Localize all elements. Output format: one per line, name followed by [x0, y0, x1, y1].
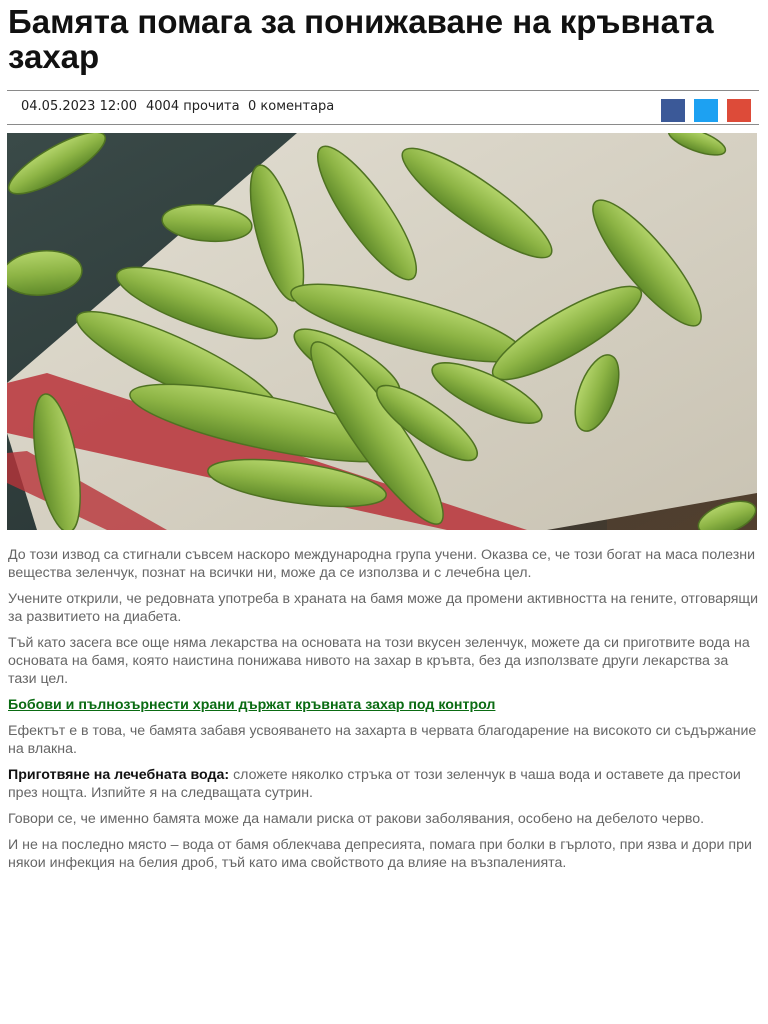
- article-body: [8, 546, 760, 880]
- recipe-label: Приготвяне на лечебната вода:: [8, 767, 230, 783]
- publish-date: 04.05.2023 12:00: [21, 99, 138, 114]
- article-meta-bar: [7, 90, 759, 125]
- paragraph: Учените открили, че редовната употреба в храната на бамя може да промени активността на гените, отговарящи за развитието на диабета.: [8, 591, 759, 625]
- hero-image: [7, 133, 757, 530]
- paragraph: Говори се, че именно бамята може да намали риска от ракови заболявания, особено на дебелото черво.: [8, 811, 705, 827]
- article-title: Бамята помага за понижаване на кръвната захар: [8, 3, 714, 75]
- paragraph: [8, 766, 760, 802]
- facebook-share-button[interactable]: [661, 99, 685, 122]
- twitter-icon: [694, 99, 718, 122]
- paragraph: И не на последно място – вода от бамя облекчава депресията, помага при болки в гърлото, при язва и дори при някои инфекция на белия дроб, тъй като има свойството да влияе на възпаленията.: [8, 837, 752, 871]
- paragraph: Тъй като засега все още няма лекарства на основата на този вкусен зеленчук, можете да си приготвите вода на основата на бамя, която наистина понижава нивото на захар в кръвта, без да използвате други лекарства за тази цел.: [8, 635, 750, 687]
- related-link-paragraph: [8, 696, 760, 714]
- related-article-link[interactable]: Бобови и пълнозърнести храни държат кръвната захар под контрол: [8, 697, 496, 713]
- twitter-share-button[interactable]: [694, 99, 718, 122]
- paragraph: До този извод са стигнали съвсем наскоро международна група учени. Оказва се, че този богат на маса полезни вещества зеленчук, познат на всички ни, може да се използва и с лечебна цел.: [8, 547, 756, 581]
- google-plus-share-button[interactable]: [727, 99, 751, 122]
- okra-photo: [7, 133, 757, 530]
- facebook-icon: [661, 99, 685, 122]
- recipe-text: сложете няколко стръка от този зеленчук в чаша вода и оставете да престои през нощта. Изпийте я на следващата сутрин.: [8, 767, 741, 801]
- read-count: 4004 прочита: [146, 99, 240, 114]
- comment-count[interactable]: 0 коментара: [248, 99, 335, 114]
- google-plus-icon: [727, 99, 751, 122]
- paragraph: Ефектът е в това, че бамята забавя усвояването на захарта в червата благодарение на високото си съдържание на влакна.: [8, 723, 757, 757]
